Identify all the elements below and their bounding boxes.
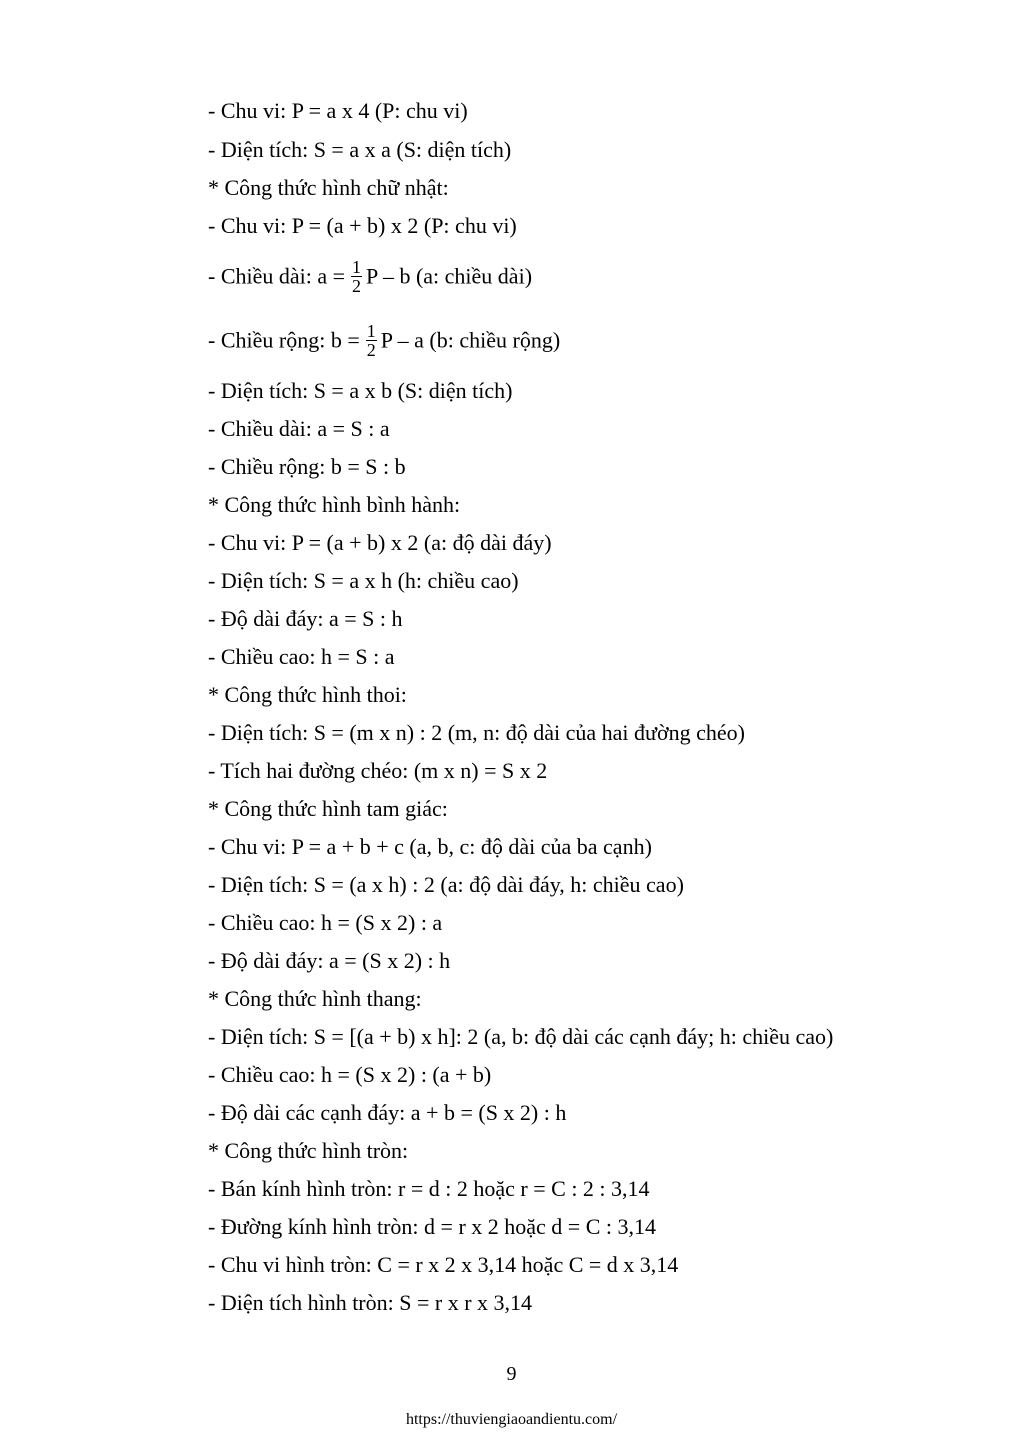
text-line: - Diện tích: S = a x b (S: diện tích): [208, 378, 513, 403]
text-line: - Diện tích: S = [(a + b) x h]: 2 (a, b: độ dài các cạnh đáy; h: chiều cao): [208, 1024, 834, 1049]
text-line: - Chiều dài: a = S : a: [208, 416, 390, 441]
section-heading: * Công thức hình bình hành:: [208, 492, 461, 517]
text-line: - Diện tích: S = (m x n) : 2 (m, n: độ dài của hai đường chéo): [208, 720, 745, 745]
text-line: - Chiều rộng: b = S : b: [208, 454, 406, 479]
fraction: [366, 322, 377, 359]
section-heading: * Công thức hình thoi:: [208, 682, 407, 707]
section-heading: * Công thức hình chữ nhật:: [208, 175, 449, 200]
fraction-numerator: 1: [366, 321, 376, 341]
text-line: - Chiều cao: h = (S x 2) : a: [208, 910, 443, 935]
text-line: - Chu vi hình tròn: C = r x 2 x 3,14 hoặc C = d x 3,14: [208, 1252, 679, 1277]
fraction-numerator: 1: [352, 257, 362, 277]
text-line: - Chu vi: P = (a + b) x 2 (a: độ dài đáy): [208, 530, 552, 555]
footer-url[interactable]: https://thuviengiaoandientu.com/: [405, 1411, 618, 1428]
text-line: - Diện tích: S = a x h (h: chiều cao): [208, 568, 519, 593]
text-line: - Tích hai đường chéo: (m x n) = S x 2: [208, 758, 548, 783]
formula-suffix: P – b (a: chiều dài): [366, 263, 533, 289]
text-line: - Diện tích: S = a x a (S: diện tích): [208, 137, 512, 162]
fraction: [351, 258, 362, 295]
text-line: - Diện tích: S = (a x h) : 2 (a: độ dài đáy, h: chiều cao): [208, 872, 684, 897]
text-line: - Bán kính hình tròn: r = d : 2 hoặc r = C : 2 : 3,14: [208, 1176, 650, 1201]
text-line: - Diện tích hình tròn: S = r x r x 3,14: [208, 1290, 533, 1315]
page-number: 9: [506, 1363, 517, 1385]
section-heading: * Công thức hình tròn:: [208, 1138, 409, 1163]
section-heading: * Công thức hình thang:: [208, 986, 422, 1011]
text-line: - Chu vi: P = a x 4 (P: chu vi): [208, 98, 468, 123]
text-line: - Chiều cao: h = S : a: [208, 644, 395, 669]
text-line: - Độ dài đáy: a = (S x 2) : h: [208, 948, 451, 973]
text-line: - Đường kính hình tròn: d = r x 2 hoặc d = C : 3,14: [208, 1214, 657, 1239]
formula-line-length: [208, 257, 533, 297]
fraction-denominator: 2: [366, 340, 376, 360]
section-heading: * Công thức hình tam giác:: [208, 796, 448, 821]
text-line: - Độ dài đáy: a = S : h: [208, 606, 403, 631]
fraction-denominator: 2: [352, 276, 362, 296]
formula-prefix: - Chiều rộng: b =: [208, 327, 360, 353]
text-line: - Chu vi: P = (a + b) x 2 (P: chu vi): [208, 213, 517, 238]
text-line: - Chu vi: P = a + b + c (a, b, c: độ dài của ba cạnh): [208, 834, 652, 859]
formula-suffix: P – a (b: chiều rộng): [380, 327, 561, 353]
text-line: - Chiều cao: h = (S x 2) : (a + b): [208, 1062, 492, 1087]
formula-line-width: [208, 321, 561, 361]
formula-prefix: - Chiều dài: a =: [208, 263, 346, 289]
text-line: - Độ dài các cạnh đáy: a + b = (S x 2) : h: [208, 1100, 567, 1125]
